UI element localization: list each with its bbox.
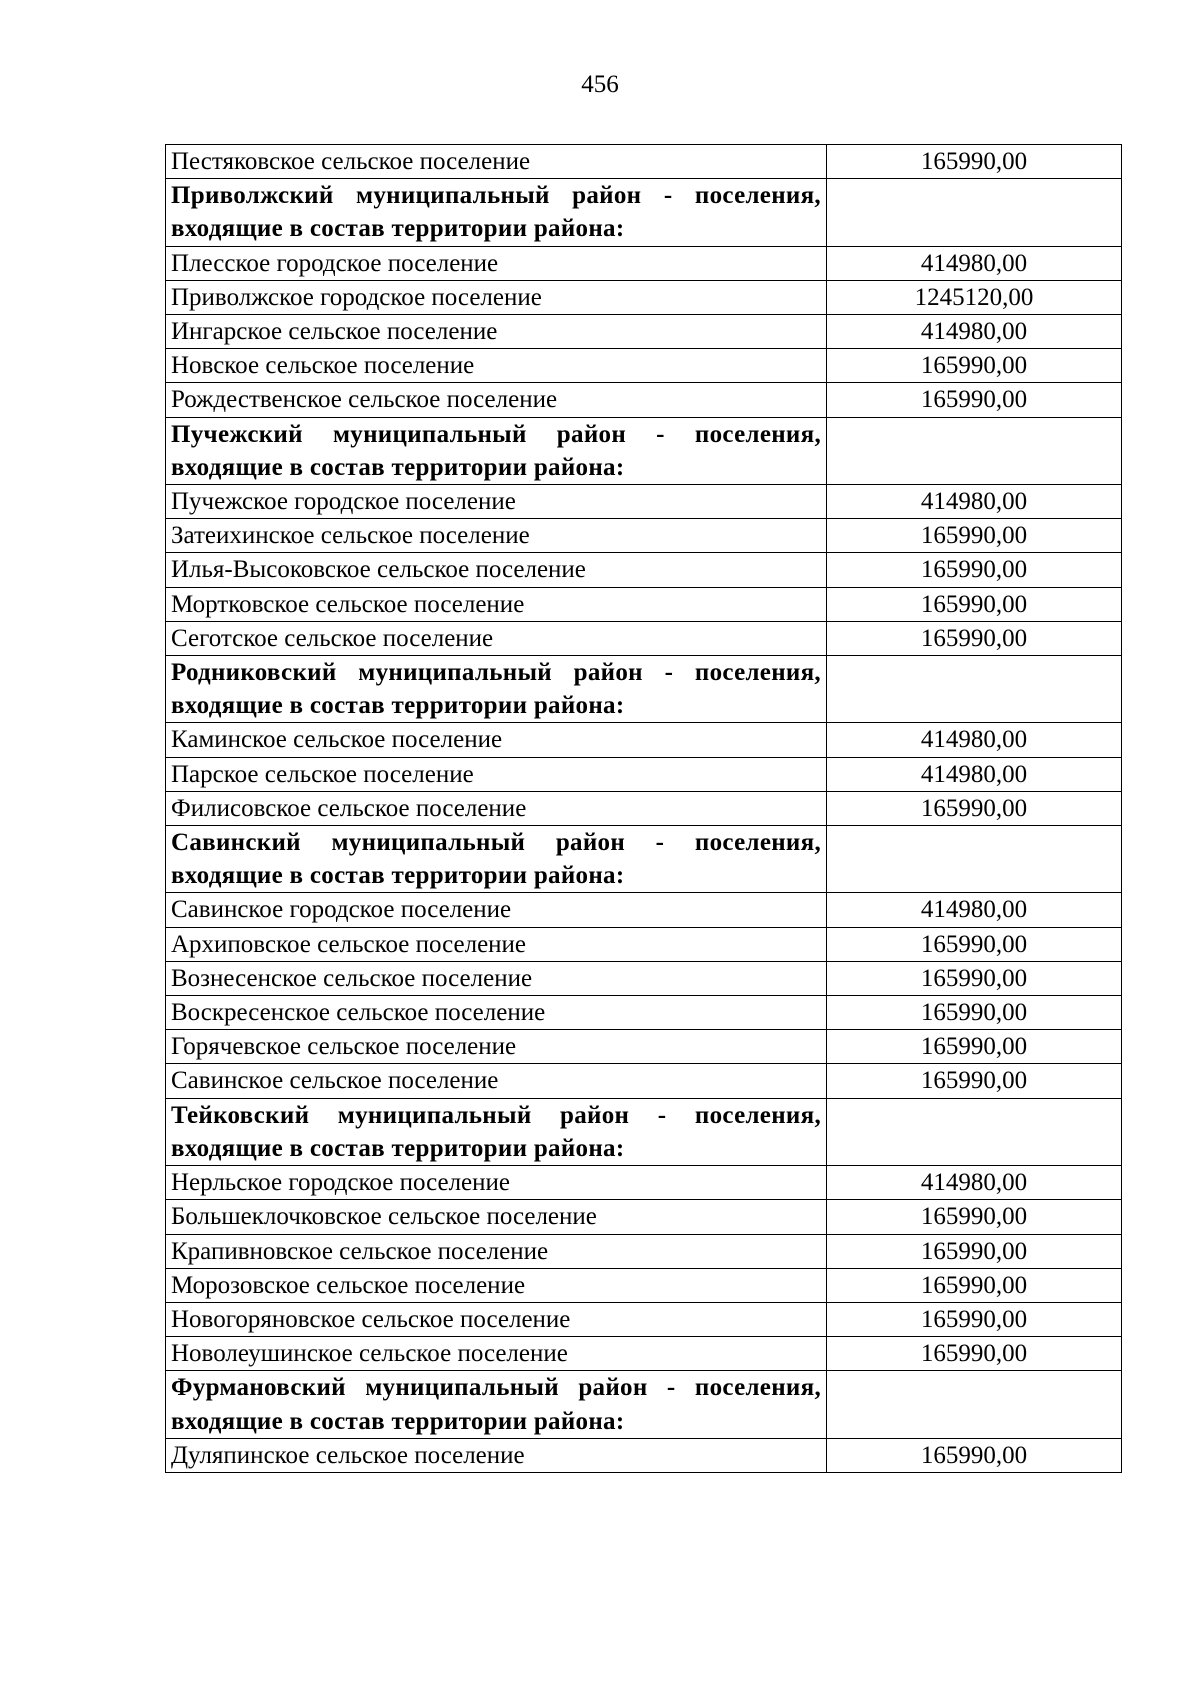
settlement-row bbox=[166, 621, 1122, 655]
page-number: 456 bbox=[581, 71, 619, 98]
amount-cell: 165990,00 bbox=[827, 1030, 1122, 1064]
district-heading-row bbox=[166, 1371, 1122, 1438]
amount-cell: 165990,00 bbox=[827, 621, 1122, 655]
settlement-name-cell: Савинское сельское поселение bbox=[166, 1064, 827, 1098]
amount-cell: 165990,00 bbox=[827, 961, 1122, 995]
settlement-name-cell: Большеклочковское сельское поселение bbox=[166, 1200, 827, 1234]
amount-cell: 165990,00 bbox=[827, 1064, 1122, 1098]
district-heading-cell: Родниковский муниципальный район - поселения, входящие в состав территории района: bbox=[166, 656, 827, 723]
settlement-row bbox=[166, 723, 1122, 757]
amount-cell: 165990,00 bbox=[827, 1302, 1122, 1336]
settlement-row bbox=[166, 485, 1122, 519]
district-heading-cell: Приволжский муниципальный район - поселения, входящие в состав территории района: bbox=[166, 179, 827, 246]
amount-cell: 165990,00 bbox=[827, 927, 1122, 961]
amount-cell: 165990,00 bbox=[827, 1234, 1122, 1268]
allocation-table-body bbox=[166, 145, 1122, 1473]
district-heading-cell: Пучежский муниципальный район - поселения, входящие в состав территории района: bbox=[166, 417, 827, 484]
settlement-name-cell: Илья-Высоковское сельское поселение bbox=[166, 553, 827, 587]
settlement-name-cell: Каминское сельское поселение bbox=[166, 723, 827, 757]
amount-cell: 1245120,00 bbox=[827, 280, 1122, 314]
settlement-name-cell: Плесское городское поселение bbox=[166, 246, 827, 280]
settlement-name-cell: Пучежское городское поселение bbox=[166, 485, 827, 519]
amount-cell: 165990,00 bbox=[827, 1337, 1122, 1371]
district-heading-row bbox=[166, 1098, 1122, 1165]
amount-cell: 414980,00 bbox=[827, 315, 1122, 349]
settlement-name-cell: Новское сельское поселение bbox=[166, 349, 827, 383]
settlement-row bbox=[166, 1166, 1122, 1200]
amount-cell: 165990,00 bbox=[827, 553, 1122, 587]
settlement-row bbox=[166, 1438, 1122, 1472]
settlement-row bbox=[166, 587, 1122, 621]
settlement-row bbox=[166, 791, 1122, 825]
amount-cell bbox=[827, 179, 1122, 246]
settlement-row bbox=[166, 383, 1122, 417]
settlement-name-cell: Дуляпинское сельское поселение bbox=[166, 1438, 827, 1472]
settlement-row bbox=[166, 1200, 1122, 1234]
settlement-name-cell: Воскресенское сельское поселение bbox=[166, 996, 827, 1030]
settlement-name-cell: Затеихинское сельское поселение bbox=[166, 519, 827, 553]
amount-cell bbox=[827, 656, 1122, 723]
settlement-name-cell: Мортковское сельское поселение bbox=[166, 587, 827, 621]
amount-cell: 165990,00 bbox=[827, 519, 1122, 553]
settlement-name-cell: Савинское городское поселение bbox=[166, 893, 827, 927]
settlement-name-cell: Рождественское сельское поселение bbox=[166, 383, 827, 417]
amount-cell bbox=[827, 1098, 1122, 1165]
settlement-row bbox=[166, 280, 1122, 314]
amount-cell bbox=[827, 417, 1122, 484]
amount-cell: 414980,00 bbox=[827, 757, 1122, 791]
amount-cell: 165990,00 bbox=[827, 349, 1122, 383]
amount-cell: 165990,00 bbox=[827, 1268, 1122, 1302]
amount-cell: 165990,00 bbox=[827, 1438, 1122, 1472]
district-heading-row bbox=[166, 826, 1122, 893]
settlement-name-cell: Крапивновское сельское поселение bbox=[166, 1234, 827, 1268]
settlement-row bbox=[166, 893, 1122, 927]
settlement-name-cell: Парское сельское поселение bbox=[166, 757, 827, 791]
settlement-row bbox=[166, 961, 1122, 995]
settlement-row bbox=[166, 1268, 1122, 1302]
settlement-row bbox=[166, 1064, 1122, 1098]
settlement-row bbox=[166, 1302, 1122, 1336]
amount-cell: 414980,00 bbox=[827, 893, 1122, 927]
settlement-name-cell: Горячевское сельское поселение bbox=[166, 1030, 827, 1064]
settlement-name-cell: Филисовское сельское поселение bbox=[166, 791, 827, 825]
district-heading-cell: Савинский муниципальный район - поселения, входящие в состав территории района: bbox=[166, 826, 827, 893]
settlement-name-cell: Новолеушинское сельское поселение bbox=[166, 1337, 827, 1371]
settlement-row bbox=[166, 757, 1122, 791]
amount-cell: 165990,00 bbox=[827, 1200, 1122, 1234]
amount-cell: 414980,00 bbox=[827, 723, 1122, 757]
settlement-row bbox=[166, 246, 1122, 280]
settlement-name-cell: Ингарское сельское поселение bbox=[166, 315, 827, 349]
amount-cell: 414980,00 bbox=[827, 485, 1122, 519]
settlement-name-cell: Вознесенское сельское поселение bbox=[166, 961, 827, 995]
district-heading-row bbox=[166, 417, 1122, 484]
settlement-name-cell: Пестяковское сельское поселение bbox=[166, 145, 827, 179]
settlement-name-cell: Архиповское сельское поселение bbox=[166, 927, 827, 961]
settlement-row bbox=[166, 996, 1122, 1030]
settlement-row bbox=[166, 1234, 1122, 1268]
district-heading-row bbox=[166, 179, 1122, 246]
amount-cell: 414980,00 bbox=[827, 246, 1122, 280]
settlement-name-cell: Приволжское городское поселение bbox=[166, 280, 827, 314]
settlement-row bbox=[166, 927, 1122, 961]
amount-cell: 165990,00 bbox=[827, 145, 1122, 179]
settlement-name-cell: Сеготское сельское поселение bbox=[166, 621, 827, 655]
district-heading-row bbox=[166, 656, 1122, 723]
settlement-name-cell: Морозовское сельское поселение bbox=[166, 1268, 827, 1302]
settlement-row bbox=[166, 145, 1122, 179]
amount-cell bbox=[827, 826, 1122, 893]
allocation-table bbox=[165, 144, 1122, 1473]
settlement-row bbox=[166, 553, 1122, 587]
amount-cell: 165990,00 bbox=[827, 587, 1122, 621]
district-heading-cell: Тейковский муниципальный район - поселения, входящие в состав территории района: bbox=[166, 1098, 827, 1165]
settlement-name-cell: Новогоряновское сельское поселение bbox=[166, 1302, 827, 1336]
settlement-row bbox=[166, 519, 1122, 553]
settlement-row bbox=[166, 1337, 1122, 1371]
settlement-row bbox=[166, 315, 1122, 349]
district-heading-cell: Фурмановский муниципальный район - поселения, входящие в состав территории района: bbox=[166, 1371, 827, 1438]
amount-cell: 165990,00 bbox=[827, 791, 1122, 825]
settlement-name-cell: Нерльское городское поселение bbox=[166, 1166, 827, 1200]
amount-cell: 165990,00 bbox=[827, 996, 1122, 1030]
settlement-row bbox=[166, 349, 1122, 383]
amount-cell: 165990,00 bbox=[827, 383, 1122, 417]
amount-cell bbox=[827, 1371, 1122, 1438]
settlement-row bbox=[166, 1030, 1122, 1064]
amount-cell: 414980,00 bbox=[827, 1166, 1122, 1200]
